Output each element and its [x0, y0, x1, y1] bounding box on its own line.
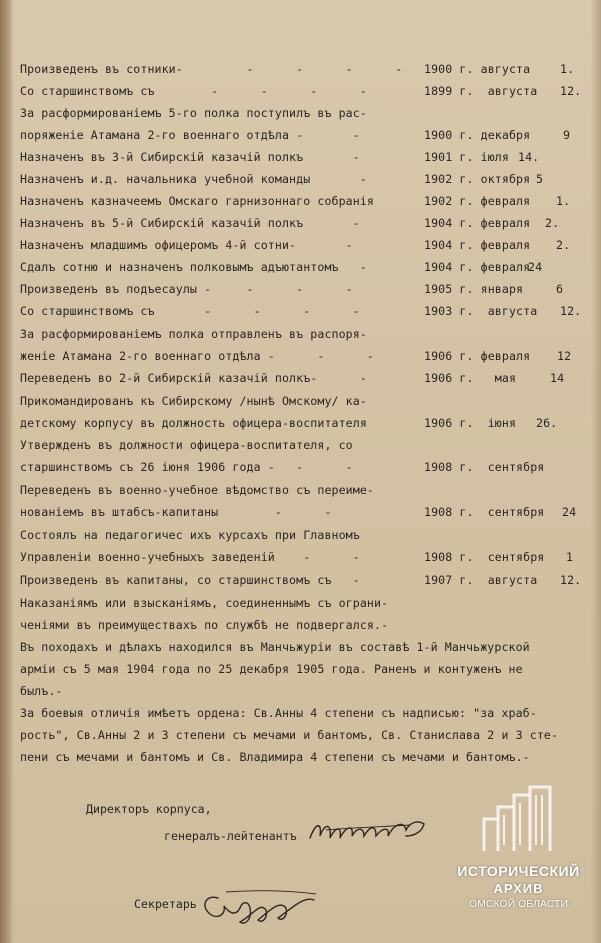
note-line: За боевыя отличія имѣетъ ордена: Св.Анны 4 степени съ надписью: "за храб- — [20, 706, 537, 720]
record-text: Переведенъ во 2-й Сибирскій казачій полкъ- - — [20, 371, 367, 385]
archive-building-icon — [476, 785, 558, 855]
record-date: 1900 г. августа — [424, 62, 531, 76]
note-line: пени съ мечами и бантомъ и Св. Владимира 4 степени съ мечами и бантомъ.- — [20, 750, 530, 764]
record-text: старшинствомъ съ 26 іюня 1906 года - - - — [20, 460, 353, 474]
record-day: 9 — [563, 128, 571, 142]
record-text: Произведенъ въ подъесаулы - - - - — [20, 282, 353, 296]
record-date: 1899 г. августа — [424, 84, 538, 98]
watermark-archive: АРХИВ — [493, 881, 544, 896]
record-date: 1903 г. августа — [424, 304, 538, 318]
record-day: 12. — [560, 84, 582, 98]
record-day: 1. — [560, 62, 575, 76]
record-day: 1. — [556, 194, 571, 208]
record-day: 12. — [560, 304, 582, 318]
record-date: 1908 г. сентября — [424, 550, 545, 564]
record-text: За расформированіемъ 5-го полка поступилъ въ рас- — [20, 106, 367, 120]
record-text: Утвержденъ въ должности офицера-воспитателя, со — [20, 438, 353, 452]
record-text: Произведенъ въ капитаны, со старшинствомъ съ - — [20, 573, 360, 587]
record-date: 1904 г. февраля — [424, 260, 531, 274]
record-day: 24 — [528, 260, 543, 274]
note-line: арміи съ 5 мая 1904 года по 25 декабря 1905 года. Раненъ и контуженъ не — [20, 662, 523, 676]
secretary-signature — [196, 884, 326, 928]
record-text: поряженіе Атамана 2-го военнаго отдѣла - - — [20, 128, 360, 142]
record-text: Состоялъ на педагогичес ихъ курсахъ при Главномъ — [20, 528, 360, 542]
record-day: 2. — [556, 238, 571, 252]
record-text: Назначенъ казначеемъ Омскаго гарнизоннаго собранія — [20, 194, 375, 208]
note-line: рость", Св.Анны 2 и 3 степени съ мечами и бантомъ, Св. Станислава 2 и 3 сте- — [20, 728, 559, 742]
record-text: Назначенъ въ 5-й Сибирскій казачій полкъ - — [20, 216, 360, 230]
record-date: 1902 г. октября — [424, 172, 531, 186]
archive-watermark — [436, 785, 596, 915]
record-text: Сдалъ сотню и назначенъ полковымъ адъютантомъ - — [20, 260, 367, 274]
record-date: 1904 г. февраля — [424, 238, 531, 252]
record-date: 1906 г. іюня — [424, 416, 517, 430]
record-day: 24 — [562, 505, 577, 519]
record-day: 5 — [536, 172, 544, 186]
note-line: ченіями въ преимуществахъ по службѣ не подвергался.- — [20, 618, 389, 632]
record-text: Со старшинствомъ съ - - - - — [20, 84, 367, 98]
record-date: 1901 г. іюля — [424, 150, 509, 164]
record-day: 2. — [545, 216, 560, 230]
record-date: 1902 г. февраля — [424, 194, 531, 208]
record-date: 1906 г. мая — [424, 371, 517, 385]
record-text: Произведенъ въ сотники- - - - - — [20, 62, 403, 76]
record-text: Назначенъ въ 3-й Сибирскій казачій полкъ - — [20, 150, 360, 164]
note-line: былъ.- — [20, 684, 63, 698]
record-day: 12 — [557, 349, 572, 363]
record-day: 14. — [518, 150, 540, 164]
note-line: Въ походахъ и дѣлахъ находился въ Манчьжуріи въ составѣ 1-й Манчьжурской — [20, 640, 530, 654]
record-text: Назначенъ и.д. начальника учебной команды - — [20, 172, 367, 186]
watermark-title: ИСТОРИЧЕСКИЙ — [457, 863, 580, 879]
record-text: Прикомандированъ къ Сибирскому /нынѣ Омскому/ ка- — [20, 394, 367, 408]
secretary-label: Секретарь — [134, 897, 197, 911]
record-text: Переведенъ въ военно-учебное вѣдомство съ переиме- — [20, 483, 375, 497]
record-text: нованіемъ въ штабсъ-капитаны - - — [20, 505, 332, 519]
record-date: 1908 г. сентября — [424, 460, 545, 474]
note-line: Наказаніямъ или взысканіямъ, соединеннымъ съ ограни- — [20, 596, 389, 610]
record-date: 1904 г. февраля — [424, 216, 531, 230]
director-rank: генералъ-лейтенантъ — [164, 829, 297, 843]
director-title: Директоръ корпуса, — [86, 802, 212, 816]
record-day: 14 — [550, 371, 565, 385]
record-day: 1 — [566, 550, 574, 564]
record-date: 1905 г. января — [424, 282, 524, 296]
record-text: женіе Атамана 2-го военнаго отдѣла - - - — [20, 349, 375, 363]
record-date: 1906 г. февраля — [424, 349, 531, 363]
record-text: Со старшинствомъ съ - - - - — [20, 304, 360, 318]
watermark-region: ОМСКОЙ ОБЛАСТИ — [468, 898, 569, 910]
record-text: детскому корпусу въ должность офицера-воспитателя — [20, 416, 367, 430]
record-day: 26. — [536, 416, 558, 430]
record-text: Назначенъ младшимъ офицеромъ 4-й сотни- - — [20, 238, 353, 252]
record-date: 1908 г. сентября — [424, 505, 545, 519]
record-text: Управленіи военно-учебныхъ заведеній - - — [20, 550, 360, 564]
record-date: 1900 г. декабря — [424, 128, 531, 142]
record-day: 12. — [560, 573, 582, 587]
record-date: 1907 г. августа — [424, 573, 538, 587]
record-text: За расформированіемъ полка отправленъ въ распоря- — [20, 327, 367, 341]
director-signature — [306, 812, 438, 846]
record-day: 6 — [556, 282, 564, 296]
